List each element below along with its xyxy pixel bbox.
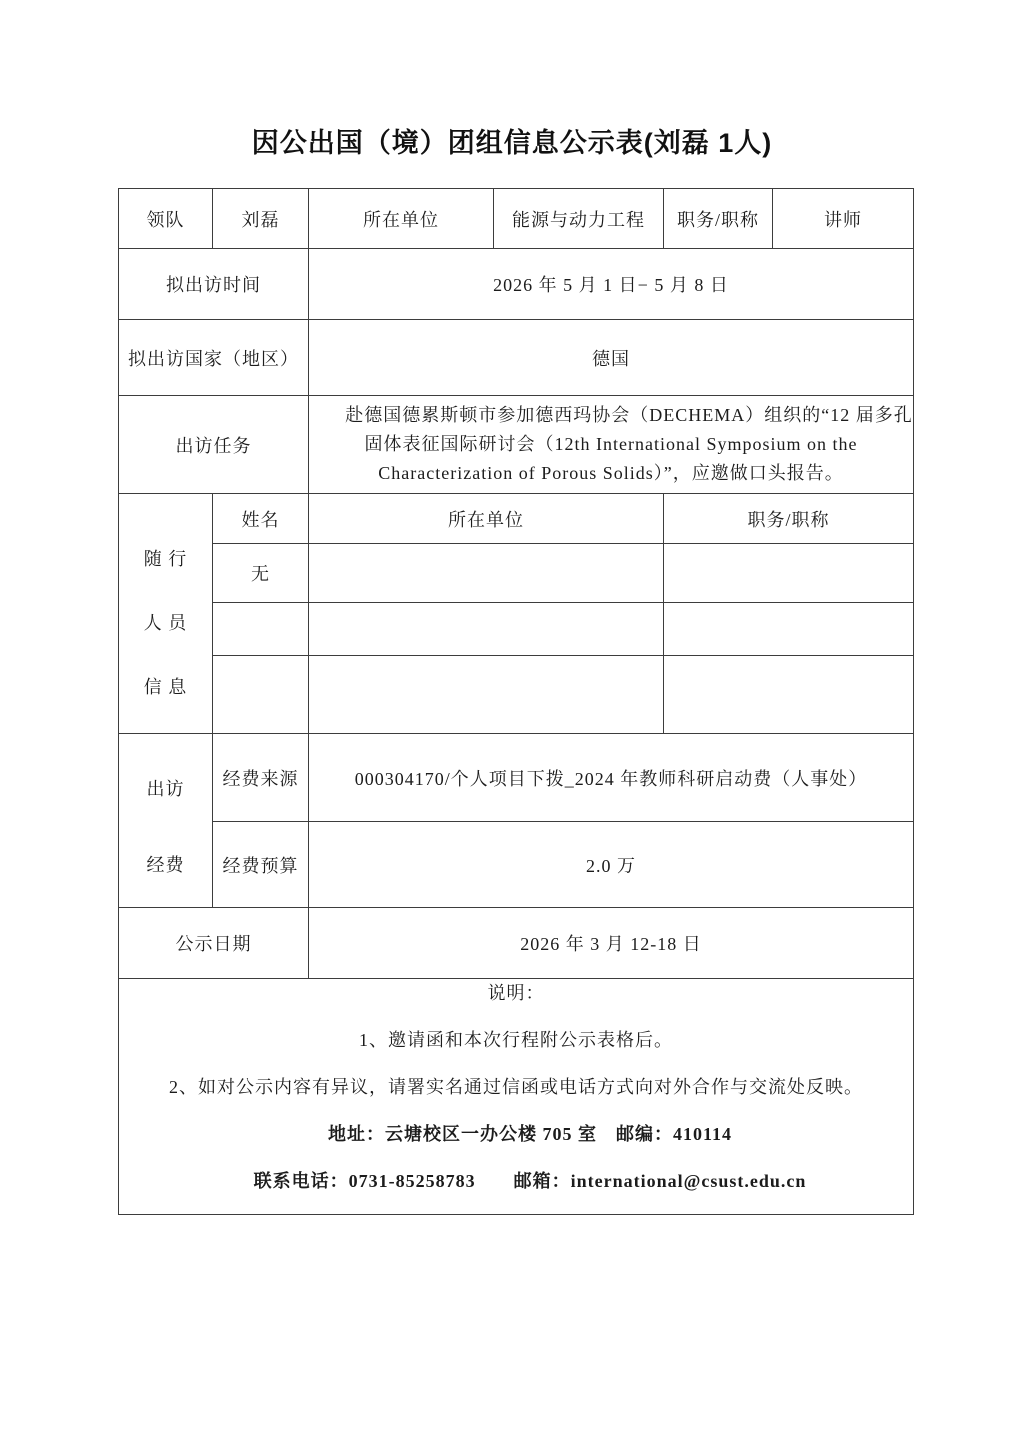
entourage-title-cell [664,544,914,603]
funding-source-row [119,734,914,822]
entourage-title-cell [664,656,914,734]
notes-row [119,979,914,1215]
publish-date-value: 2026 年 3 月 12-18 日 [309,908,914,979]
entourage-name-cell [213,656,309,734]
funding-source-value: 000304170/个人项目下拨_2024 年教师科研启动费（人事处） [309,734,914,822]
entourage-label-line1: 随 行 [143,548,188,569]
funding-section-label [119,734,213,908]
notes-cell [119,979,914,1215]
destination-value: 德国 [309,320,914,396]
funding-budget-value: 2.0 万 [309,822,914,908]
notes-item-2: 2、如对公示内容有异议，请署实名通过信函或电话方式向对外合作与交流处反映。 [169,1077,863,1097]
mission-value [309,396,914,494]
publish-date-row [119,908,914,979]
entourage-row-3 [119,656,914,734]
entourage-header-name: 姓名 [213,494,309,544]
funding-budget-row [119,822,914,908]
publish-date-label: 公示日期 [119,908,309,979]
leader-unit-value: 能源与动力工程 [494,189,664,249]
visit-time-label: 拟出访时间 [119,249,309,320]
entourage-row-1 [119,544,914,603]
entourage-title-cell [664,603,914,656]
entourage-unit-cell [309,656,664,734]
funding-label-line2: 经费 [146,854,185,875]
visit-time-row [119,249,914,320]
entourage-label-line2: 人 员 [143,612,188,633]
entourage-unit-cell [309,603,664,656]
entourage-header-row [119,494,914,544]
mission-text: 赴德国德累斯顿市参加德西玛协会（DECHEMA）组织的“12 届多孔固体表征国际研讨会（12th International Symposium on the Characterization of Porous Solids）”，应邀做口头报告。 [345,405,913,483]
notes-address-line: 地址：云塘校区一办公楼 705 室 邮编：410114 [327,1124,732,1144]
notes-contact-line: 联系电话：0731-85258783 邮箱：international@csust.edu.cn [253,1171,807,1191]
leader-title-label: 职务/职称 [664,189,773,249]
notes-item-1: 1、邀请函和本次行程附公示表格后。 [359,1030,673,1050]
entourage-header-unit: 所在单位 [309,494,664,544]
entourage-name-cell [213,603,309,656]
entourage-name-cell: 无 [213,544,309,603]
entourage-header-title: 职务/职称 [664,494,914,544]
notes-heading: 说明： [487,983,545,1003]
entourage-unit-cell [309,544,664,603]
leader-unit-label: 所在单位 [309,189,494,249]
leader-row [119,189,914,249]
leader-label: 领队 [119,189,213,249]
entourage-label-line3: 信 息 [143,676,188,697]
destination-row [119,320,914,396]
funding-source-label: 经费来源 [213,734,309,822]
destination-label: 拟出访国家（地区） [119,320,309,396]
funding-label-line1: 出访 [146,778,185,799]
leader-name: 刘磊 [213,189,309,249]
entourage-label-stack [119,529,212,699]
funding-label-stack [119,765,212,877]
mission-row [119,396,914,494]
trip-info-table [118,188,914,1215]
entourage-row-2 [119,603,914,656]
page-title: 因公出国（境）团组信息公示表(刘磊 1人) [251,128,773,158]
leader-title-value: 讲师 [773,189,914,249]
entourage-section-label [119,494,213,734]
visit-time-value: 2026 年 5 月 1 日− 5 月 8 日 [309,249,914,320]
mission-label: 出访任务 [119,396,309,494]
funding-budget-label: 经费预算 [213,822,309,908]
